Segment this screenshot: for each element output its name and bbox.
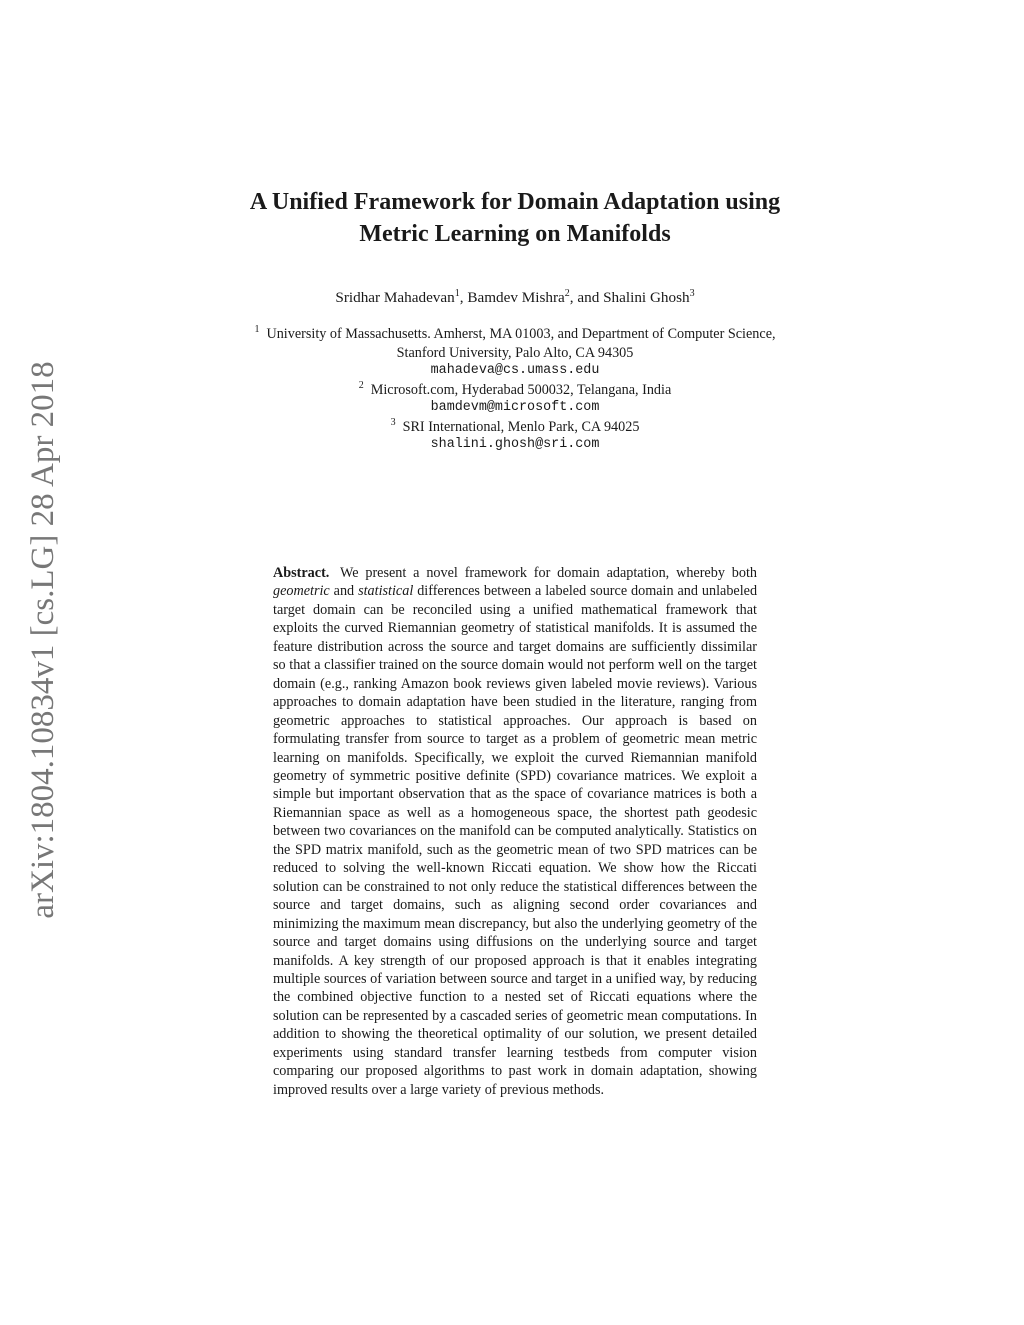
abstract-paragraph <box>273 564 757 1099</box>
affiliation-mark: 2 <box>358 379 364 391</box>
affiliation-text: SRI International, Menlo Park, CA 94025 <box>402 418 640 435</box>
affiliation-3-email: shalini.ghosh@sri.com <box>430 437 600 452</box>
author-name: Sridhar Mahadevan <box>335 289 455 306</box>
paper-title-line-2: Metric Learning on Manifolds <box>359 221 671 247</box>
arxiv-identifier-stamp: arXiv:1804.10834v1 [cs.LG] 28 Apr 2018 <box>25 361 61 919</box>
affiliation-mark: 1 <box>254 324 260 336</box>
author-list <box>180 287 850 309</box>
affiliation-1-line-1 <box>180 325 850 344</box>
author-separator: , and <box>569 289 604 306</box>
affiliation-1-line-2: Stanford University, Palo Alto, CA 94305 <box>396 344 634 361</box>
abstract-term-geometric: geometric <box>273 583 330 600</box>
abstract-heading: Abstract. <box>273 565 330 581</box>
author-affiliation-mark: 1 <box>454 287 460 299</box>
affiliation-1-email: mahadeva@cs.umass.edu <box>430 363 600 378</box>
author-name: Bamdev Mishra <box>467 289 565 306</box>
affiliation-text: University of Massachusetts. Amherst, MA 01003, and Department of Computer Science, <box>266 326 776 342</box>
paper-title-line-1: A Unified Framework for Domain Adaptation using <box>249 189 781 215</box>
affiliations-block <box>180 325 850 455</box>
abstract-lead: We present a novel framework for domain adaptation, whereby both <box>339 565 757 581</box>
author-name: Shalini Ghosh <box>603 289 690 306</box>
affiliation-mark: 3 <box>390 416 396 428</box>
author-separator: , <box>459 289 468 306</box>
abstract-body: differences between a labeled source domain and unlabeled target domain can be reconciled using a unified mathematical framework that exploits the curved Riemannian geometry of statistical manifolds. It is assumed the feature distribution across the source and target domains are sufficiently dissimilar so that a classifier trained on the source domain would not perform well on the target domain (e.g., ranking Amazon book reviews given labeled movie reviews). Various approaches to domain adaptation have been studied in the literature, ranging from geometric approaches to statistical approaches. Our approach is based on formulating transfer from source to target as a problem of geometric mean metric learning on manifolds. Specifically, we exploit the curved Riemannian manifold geometry of symmetric positive definite (SPD) covariance matrices. We exploit a simple but important observation that as the space of covariance matrices is both a Riemannian space as well as a homogeneous space, the shortest path geodesic between two covariances on the manifold can be computed analytically. Statistics on the SPD matrix manifold, such as the geometric mean of two SPD matrices can be reduced to solving the well-known Riccati equation. We show how the Riccati solution can be constrained to not only reduce the statistical differences between the source and target domains, such as aligning second order covariances and minimizing the maximum mean discrepancy, but also the underlying geometry of the source and target domains using diffusions on the underlying source and target manifolds. A key strength of our proposed approach is that it enables integrating multiple sources of variation between source and target in a unified way, by reducing the combined objective function to a nested set of Riccati equations where the solution can be represented by a cascaded series of geometric mean computations. In addition to showing the theoretical optimality of our solution, we present detailed experiments using standard transfer learning testbeds from computer vision comparing our proposed algorithms to past work in domain adaptation, showing improved results over a large variety of previous methods. <box>273 583 758 1098</box>
paper-title <box>180 186 850 250</box>
affiliation-text: Microsoft.com, Hyderabad 500032, Telangana, India <box>370 381 672 398</box>
abstract-term-statistical: statistical <box>358 583 414 600</box>
abstract-conjunction: and <box>333 583 355 600</box>
affiliation-2-line-1 <box>180 381 850 400</box>
affiliation-2-email: bamdevm@microsoft.com <box>430 400 600 415</box>
affiliation-3-line-1 <box>180 418 850 437</box>
author-affiliation-mark: 2 <box>564 287 570 299</box>
author-affiliation-mark: 3 <box>689 287 695 299</box>
